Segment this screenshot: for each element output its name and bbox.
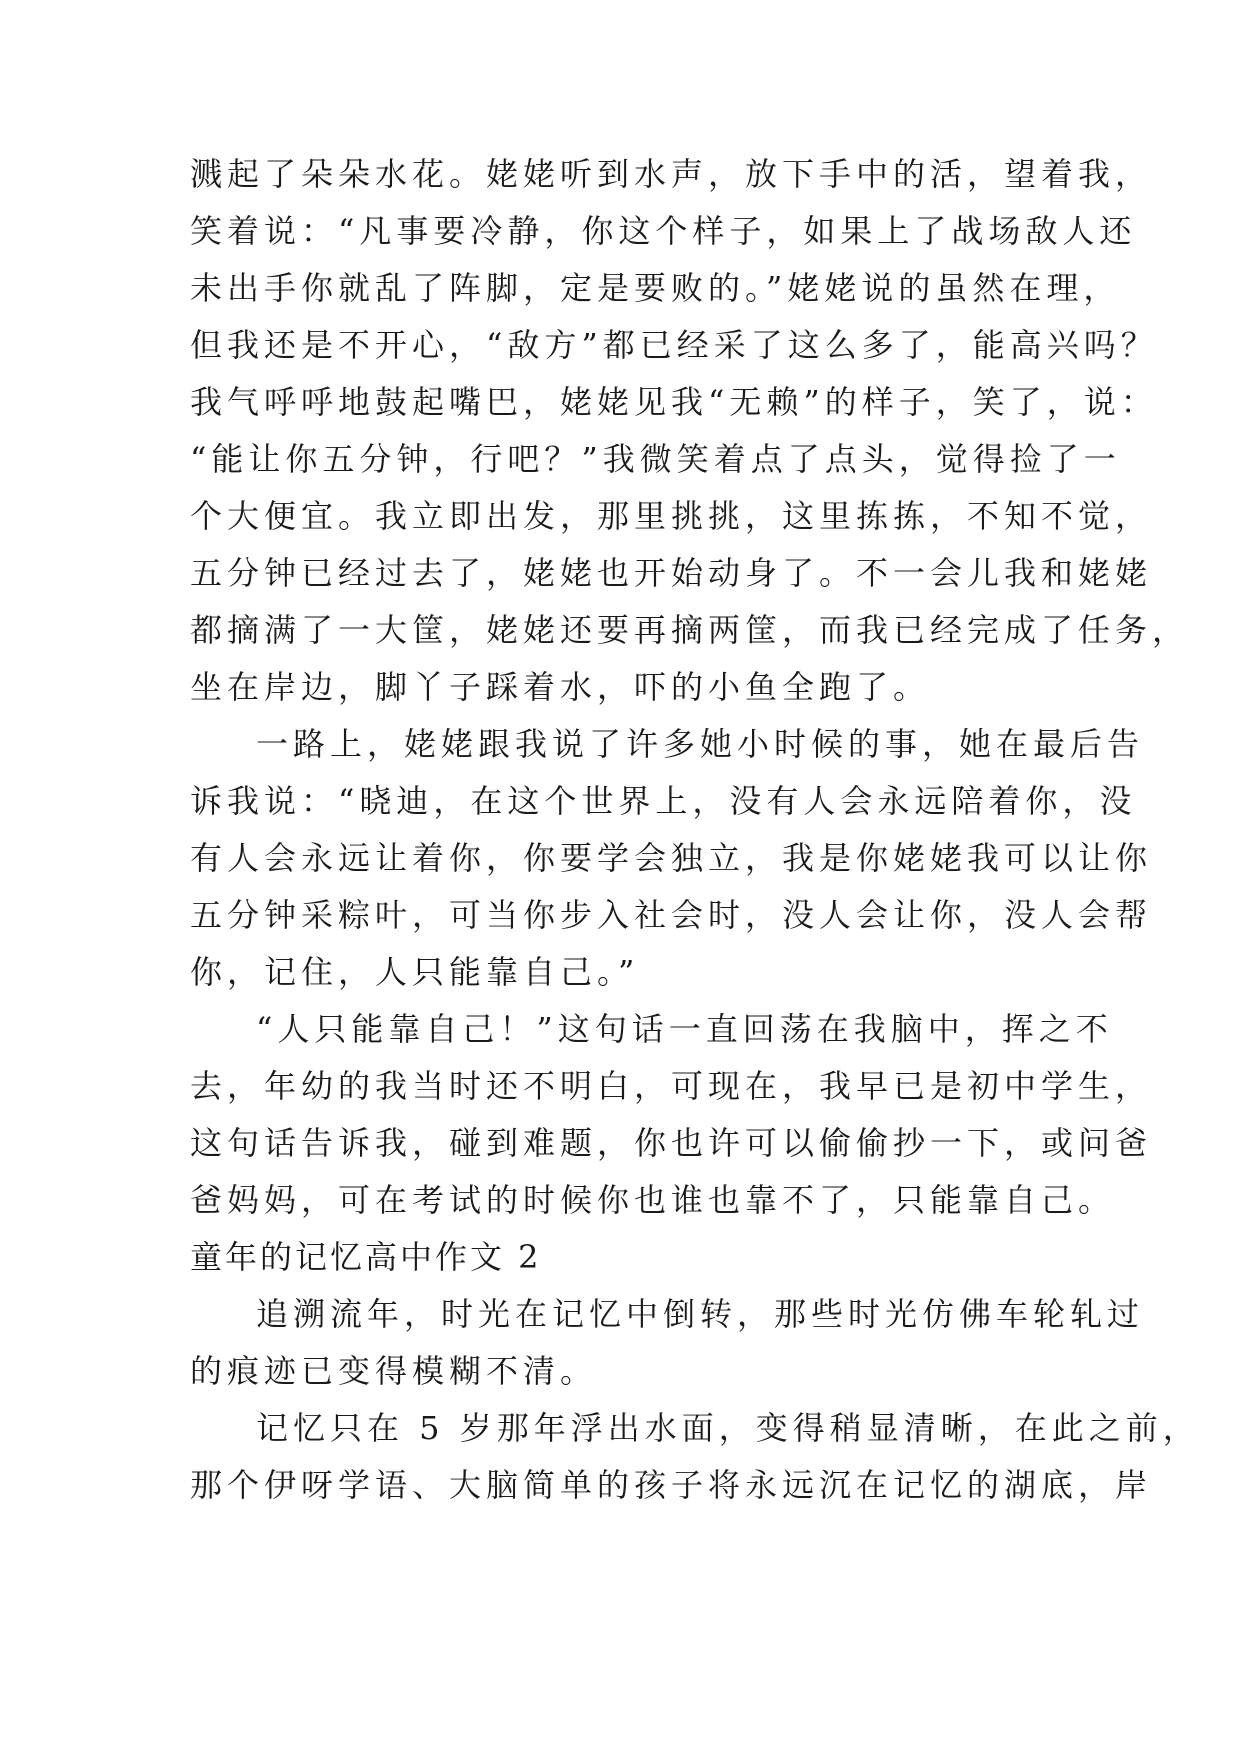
- paragraph-3: [190, 1001, 1153, 1229]
- text-line: 溅起了朵朵水花。姥姥听到水声，放下手中的活，望着我，: [190, 155, 1153, 193]
- text-line: 我气呼呼地鼓起嘴巴，姥姥见我“无赖”的样子，笑了，说：: [190, 383, 1158, 421]
- paragraph-2: [190, 716, 1153, 1001]
- paragraph-1: [190, 146, 1190, 716]
- text-line: “人只能靠自己！”这句话一直回荡在我脑中，挥之不: [256, 1010, 1113, 1048]
- text-line: 爸妈妈，可在考试的时候你也谁也靠不了，只能靠自己。: [190, 1181, 1116, 1219]
- text-line: 你，记住，人只能靠自己。”: [190, 953, 640, 991]
- text-line: 个大便宜。我立即出发，那里挑挑，这里拣拣，不知不觉，: [190, 497, 1153, 535]
- text-line: 坐在岸边，脚丫子踩着水，吓的小鱼全跑了。: [190, 668, 931, 706]
- text-line: 记忆只在 5 岁那年浮出水面，变得稍显清晰，在此之前，: [256, 1409, 1200, 1447]
- text-line: 五分钟采粽叶，可当你步入社会时，没人会让你，没人会帮: [190, 896, 1153, 934]
- document-page: [190, 146, 1200, 1514]
- text-line: 追溯流年，时光在记忆中倒转，那些时光仿佛车轮轧过: [256, 1295, 1145, 1333]
- text-line: 的痕迹已变得模糊不清。: [190, 1352, 598, 1390]
- text-line: “能让你五分钟，行吧？”我微笑着点了点头，觉得捡了一: [190, 440, 1121, 478]
- text-line: 但我还是不开心，“敌方”都已经采了这么多了，能高兴吗？: [190, 326, 1158, 364]
- text-line: 都摘满了一大筐，姥姥还要再摘两筐，而我已经完成了任务，: [190, 611, 1190, 649]
- text-line: 去，年幼的我当时还不明白，可现在，我早已是初中学生，: [190, 1067, 1153, 1105]
- text-line: 未出手你就乱了阵脚，定是要败的。”姥姥说的虽然在理，: [190, 269, 1121, 307]
- text-line: 这句话告诉我，碰到难题，你也许可以偷偷抄一下，或问爸: [190, 1124, 1153, 1162]
- text-line: 笑着说：“凡事要冷静，你这个样子，如果上了战场敌人还: [190, 212, 1137, 250]
- text-line: 有人会永远让着你，你要学会独立，我是你姥姥我可以让你: [190, 839, 1153, 877]
- section-heading: 童年的记忆高中作文 2: [190, 1238, 542, 1276]
- text-line: 那个伊呀学语、大脑简单的孩子将永远沉在记忆的湖底，岸: [190, 1466, 1153, 1504]
- text-line: 五分钟已经过去了，姥姥也开始动身了。不一会儿我和姥姥: [190, 554, 1153, 592]
- paragraph-5: [190, 1400, 1200, 1514]
- text-line: 诉我说：“晓迪，在这个世界上，没有人会永远陪着你，没: [190, 782, 1137, 820]
- text-line: 一路上，姥姥跟我说了许多她小时候的事，她在最后告: [256, 725, 1145, 763]
- paragraph-4: [190, 1286, 1145, 1400]
